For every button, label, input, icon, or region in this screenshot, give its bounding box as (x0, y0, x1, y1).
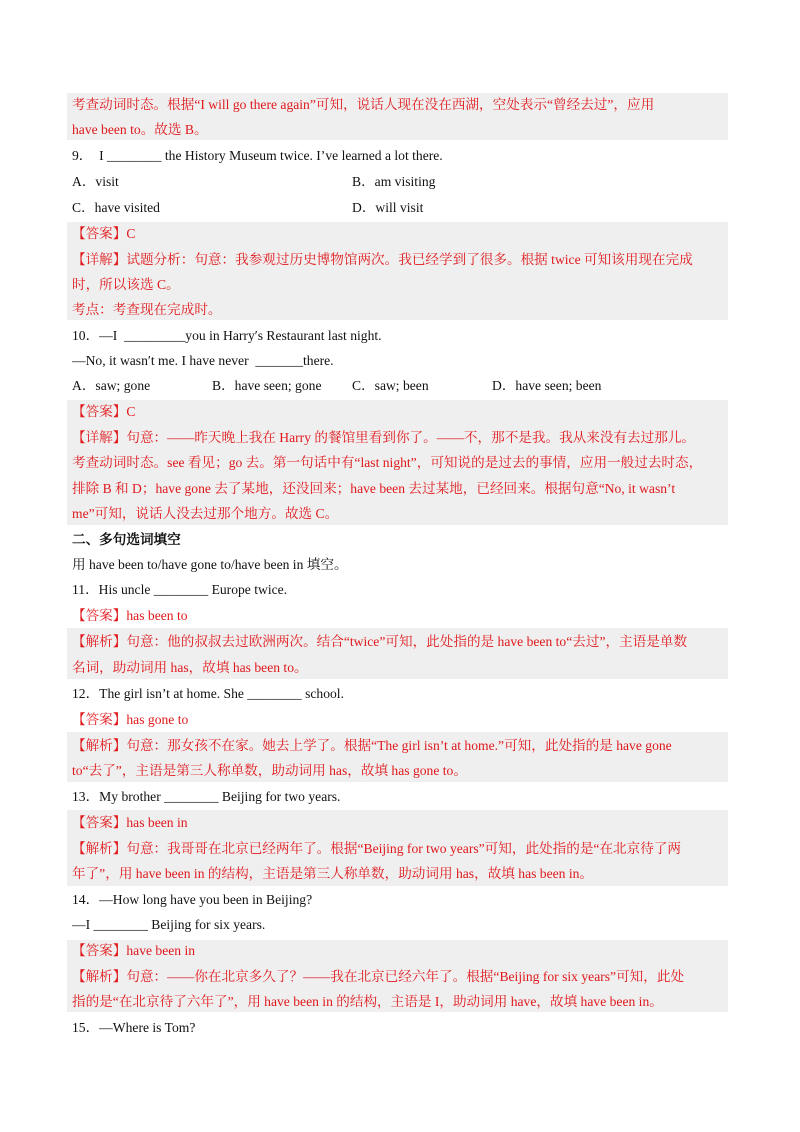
detail-line: 考查动词时态。see 看见；go 去。第一句话中有“last night”，可知说的是过去的事情，应用一般过去时态， (72, 455, 703, 470)
detail-line: me”可知，说话人没去过那个地方。故选 C。 (72, 506, 339, 521)
option-a: A．saw; gone (72, 378, 151, 393)
analysis-line: have been to。故选 B。 (72, 122, 208, 137)
question-stem: 10．—I _________you in Harry′s Restaurant last night. (72, 328, 382, 343)
answer-line: 【答案】C (72, 404, 136, 419)
analysis-line: 考查动词时态。根据“I will go there again”可知，说话人现在没在西湖，空处表示“曾经去过”，应用 (72, 97, 655, 112)
section-heading: 二、多句选词填空 (72, 532, 181, 547)
analysis-line: 年了”，用 have been in 的结构，主语是第三人称单数，助动词用 has，故填 has been in。 (72, 866, 594, 881)
detail-line: 【详解】试题分析：句意：我参观过历史博物馆两次。我已经学到了很多。根据 twice 可知该用现在完成 (72, 252, 693, 267)
detail-line: 时，所以该选 C。 (72, 277, 180, 292)
option-d: D．will visit (352, 200, 424, 215)
answer-line: 【答案】C (72, 226, 136, 241)
option-d: D．have seen; been (492, 378, 602, 393)
answer-line: 【答案】has been to (72, 608, 188, 623)
question-stem: —No, it wasn′t me. I have never _______there. (72, 353, 334, 368)
analysis-line: 指的是“在北京待了六年了”，用 have been in 的结构，主语是 I，助动词用 have，故填 have been in。 (72, 994, 663, 1009)
answer-line: 【答案】have been in (72, 943, 196, 958)
option-b: B．have seen; gone (212, 378, 322, 393)
question-stem: 12．The girl isn’t at home. She ________ school. (72, 686, 344, 701)
option-a: A．visit (72, 174, 119, 189)
option-b: B．am visiting (352, 174, 436, 189)
analysis-line: 【解析】句意：那女孩不在家。她去上学了。根据“The girl isn’t at home.”可知，此处指的是 have gone (72, 738, 672, 753)
section-instruction: 用 have been to/have gone to/have been in 填空。 (72, 557, 348, 572)
question-stem: 13．My brother ________ Beijing for two years. (72, 789, 341, 804)
answer-line: 【答案】has gone to (72, 712, 189, 727)
detail-line: 考点：考查现在完成时。 (72, 302, 222, 317)
analysis-line: 【解析】句意：我哥哥在北京已经两年了。根据“Beijing for two years”可知，此处指的是“在北京待了两 (72, 841, 682, 856)
question-stem: 14．—How long have you been in Beijing? (72, 892, 313, 907)
option-c: C．have visited (72, 200, 160, 215)
detail-line: 【详解】句意：——昨天晚上我在 Harry 的餐馆里看到你了。——不，那不是我。我从来没有去过那儿。 (72, 430, 696, 445)
analysis-line: 【解析】句意：他的叔叔去过欧洲两次。结合“twice”可知，此处指的是 have been to“去过”，主语是单数 (72, 634, 688, 649)
question-stem: 11．His uncle ________ Europe twice. (72, 582, 288, 597)
question-stem: —I ________ Beijing for six years. (72, 917, 266, 932)
analysis-line: 名词，助动词用 has，故填 has been to。 (72, 660, 308, 675)
question-stem: 15．—Where is Tom? (72, 1020, 196, 1035)
answer-line: 【答案】has been in (72, 815, 188, 830)
analysis-line: to“去了”，主语是第三人称单数，助动词用 has，故填 has gone to。 (72, 763, 467, 778)
analysis-line: 【解析】句意：——你在北京多久了？——我在北京已经六年了。根据“Beijing for six years”可知，此处 (72, 969, 685, 984)
option-c: C．saw; been (352, 378, 429, 393)
detail-line: 排除 B 和 D；have gone 去了某地，还没回来；have been 去过某地，已经回来。根据句意“No, it wasn’t (72, 481, 676, 496)
question-stem: 9． I ________ the History Museum twice. I’ve learned a lot there. (72, 148, 443, 163)
